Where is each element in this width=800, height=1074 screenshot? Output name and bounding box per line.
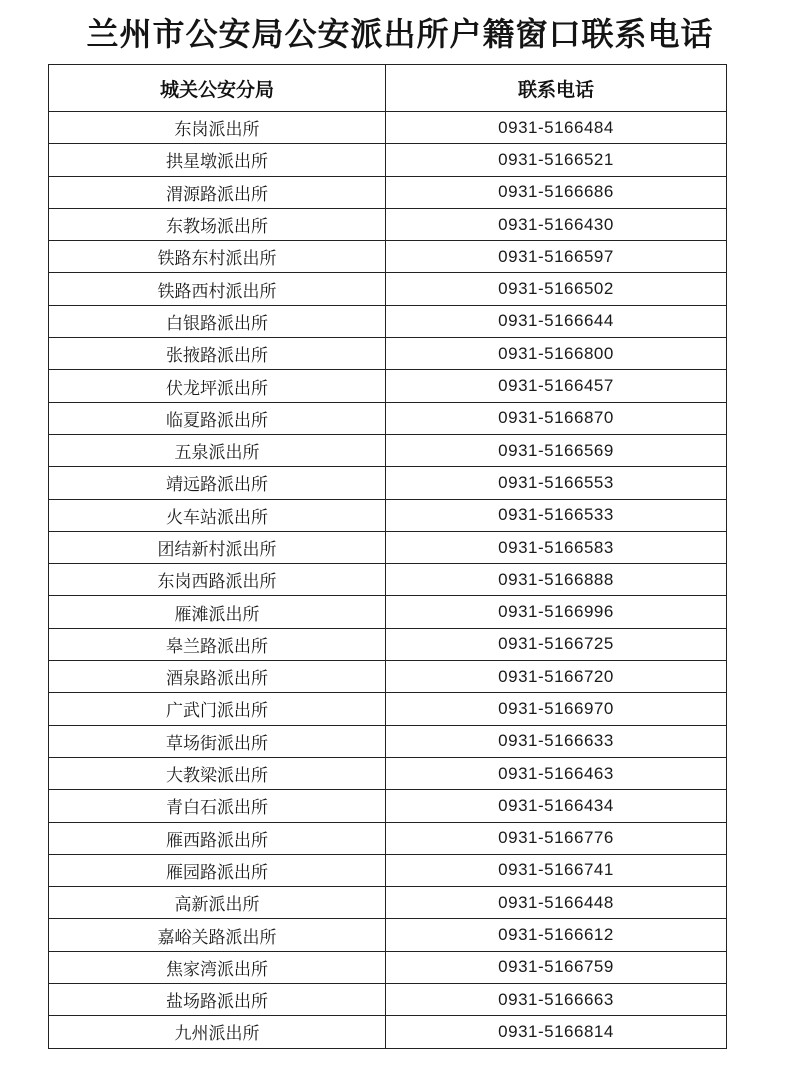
table-row	[49, 564, 727, 596]
table-row	[49, 661, 727, 693]
phone-number-cell: 0931-5166612	[386, 919, 727, 951]
station-name-cell: 雁园路派出所	[49, 854, 386, 886]
station-name-cell: 拱星墩派出所	[49, 144, 386, 176]
station-name-cell: 火车站派出所	[49, 499, 386, 531]
phone-number-cell: 0931-5166814	[386, 1016, 727, 1048]
phone-number-cell: 0931-5166720	[386, 661, 727, 693]
phone-number-cell: 0931-5166502	[386, 273, 727, 305]
table-row	[49, 370, 727, 402]
phone-number-cell: 0931-5166597	[386, 241, 727, 273]
table-row	[49, 499, 727, 531]
phone-number-cell: 0931-5166888	[386, 564, 727, 596]
station-name-cell: 青白石派出所	[49, 790, 386, 822]
table-row	[49, 757, 727, 789]
table-row	[49, 112, 727, 144]
contact-table	[48, 64, 727, 1049]
station-name-cell: 大教梁派出所	[49, 757, 386, 789]
table-row	[49, 887, 727, 919]
table-row	[49, 273, 727, 305]
station-name-cell: 皋兰路派出所	[49, 628, 386, 660]
station-name-cell: 临夏路派出所	[49, 402, 386, 434]
table-row	[49, 402, 727, 434]
phone-number-cell: 0931-5166759	[386, 951, 727, 983]
phone-number-cell: 0931-5166533	[386, 499, 727, 531]
phone-number-cell: 0931-5166448	[386, 887, 727, 919]
table-row	[49, 984, 727, 1016]
phone-number-cell: 0931-5166776	[386, 822, 727, 854]
station-name-cell: 铁路东村派出所	[49, 241, 386, 273]
table-row	[49, 951, 727, 983]
station-name-cell: 东岗西路派出所	[49, 564, 386, 596]
phone-number-cell: 0931-5166686	[386, 176, 727, 208]
phone-number-cell: 0931-5166583	[386, 531, 727, 563]
table-row	[49, 305, 727, 337]
table-header-row	[49, 65, 727, 112]
table-row	[49, 176, 727, 208]
station-name-cell: 东教场派出所	[49, 208, 386, 240]
station-name-cell: 雁滩派出所	[49, 596, 386, 628]
station-name-cell: 渭源路派出所	[49, 176, 386, 208]
page-title: 兰州市公安局公安派出所户籍窗口联系电话	[86, 15, 714, 53]
table-row	[49, 596, 727, 628]
station-name-cell: 盐场路派出所	[49, 984, 386, 1016]
station-name-cell: 东岗派出所	[49, 112, 386, 144]
phone-number-cell: 0931-5166463	[386, 757, 727, 789]
station-name-cell: 团结新村派出所	[49, 531, 386, 563]
table-row	[49, 919, 727, 951]
table-row	[49, 531, 727, 563]
station-name-cell: 草场街派出所	[49, 725, 386, 757]
phone-number-cell: 0931-5166970	[386, 693, 727, 725]
station-name-cell: 嘉峪关路派出所	[49, 919, 386, 951]
phone-number-cell: 0931-5166800	[386, 338, 727, 370]
station-name-cell: 伏龙坪派出所	[49, 370, 386, 402]
table-row	[49, 208, 727, 240]
table-row	[49, 822, 727, 854]
station-name-cell: 酒泉路派出所	[49, 661, 386, 693]
station-name-cell: 广武门派出所	[49, 693, 386, 725]
table-row	[49, 338, 727, 370]
phone-number-cell: 0931-5166870	[386, 402, 727, 434]
column-header-district: 城关公安分局	[49, 65, 386, 112]
table-row	[49, 725, 727, 757]
phone-number-cell: 0931-5166521	[386, 144, 727, 176]
table-row	[49, 1016, 727, 1048]
table-row	[49, 628, 727, 660]
table-row	[49, 790, 727, 822]
table-body	[49, 112, 727, 1049]
phone-number-cell: 0931-5166553	[386, 467, 727, 499]
station-name-cell: 铁路西村派出所	[49, 273, 386, 305]
phone-number-cell: 0931-5166430	[386, 208, 727, 240]
phone-number-cell: 0931-5166725	[386, 628, 727, 660]
phone-number-cell: 0931-5166457	[386, 370, 727, 402]
phone-number-cell: 0931-5166996	[386, 596, 727, 628]
table-row	[49, 693, 727, 725]
phone-number-cell: 0931-5166569	[386, 434, 727, 466]
table-row	[49, 144, 727, 176]
station-name-cell: 雁西路派出所	[49, 822, 386, 854]
phone-number-cell: 0931-5166434	[386, 790, 727, 822]
station-name-cell: 焦家湾派出所	[49, 951, 386, 983]
column-header-phone: 联系电话	[386, 65, 727, 112]
station-name-cell: 白银路派出所	[49, 305, 386, 337]
station-name-cell: 五泉派出所	[49, 434, 386, 466]
station-name-cell: 靖远路派出所	[49, 467, 386, 499]
phone-number-cell: 0931-5166644	[386, 305, 727, 337]
station-name-cell: 张掖路派出所	[49, 338, 386, 370]
station-name-cell: 高新派出所	[49, 887, 386, 919]
phone-number-cell: 0931-5166484	[386, 112, 727, 144]
table-row	[49, 434, 727, 466]
table-row	[49, 854, 727, 886]
phone-number-cell: 0931-5166663	[386, 984, 727, 1016]
phone-number-cell: 0931-5166633	[386, 725, 727, 757]
table-row	[49, 241, 727, 273]
table-row	[49, 467, 727, 499]
phone-number-cell: 0931-5166741	[386, 854, 727, 886]
station-name-cell: 九州派出所	[49, 1016, 386, 1048]
